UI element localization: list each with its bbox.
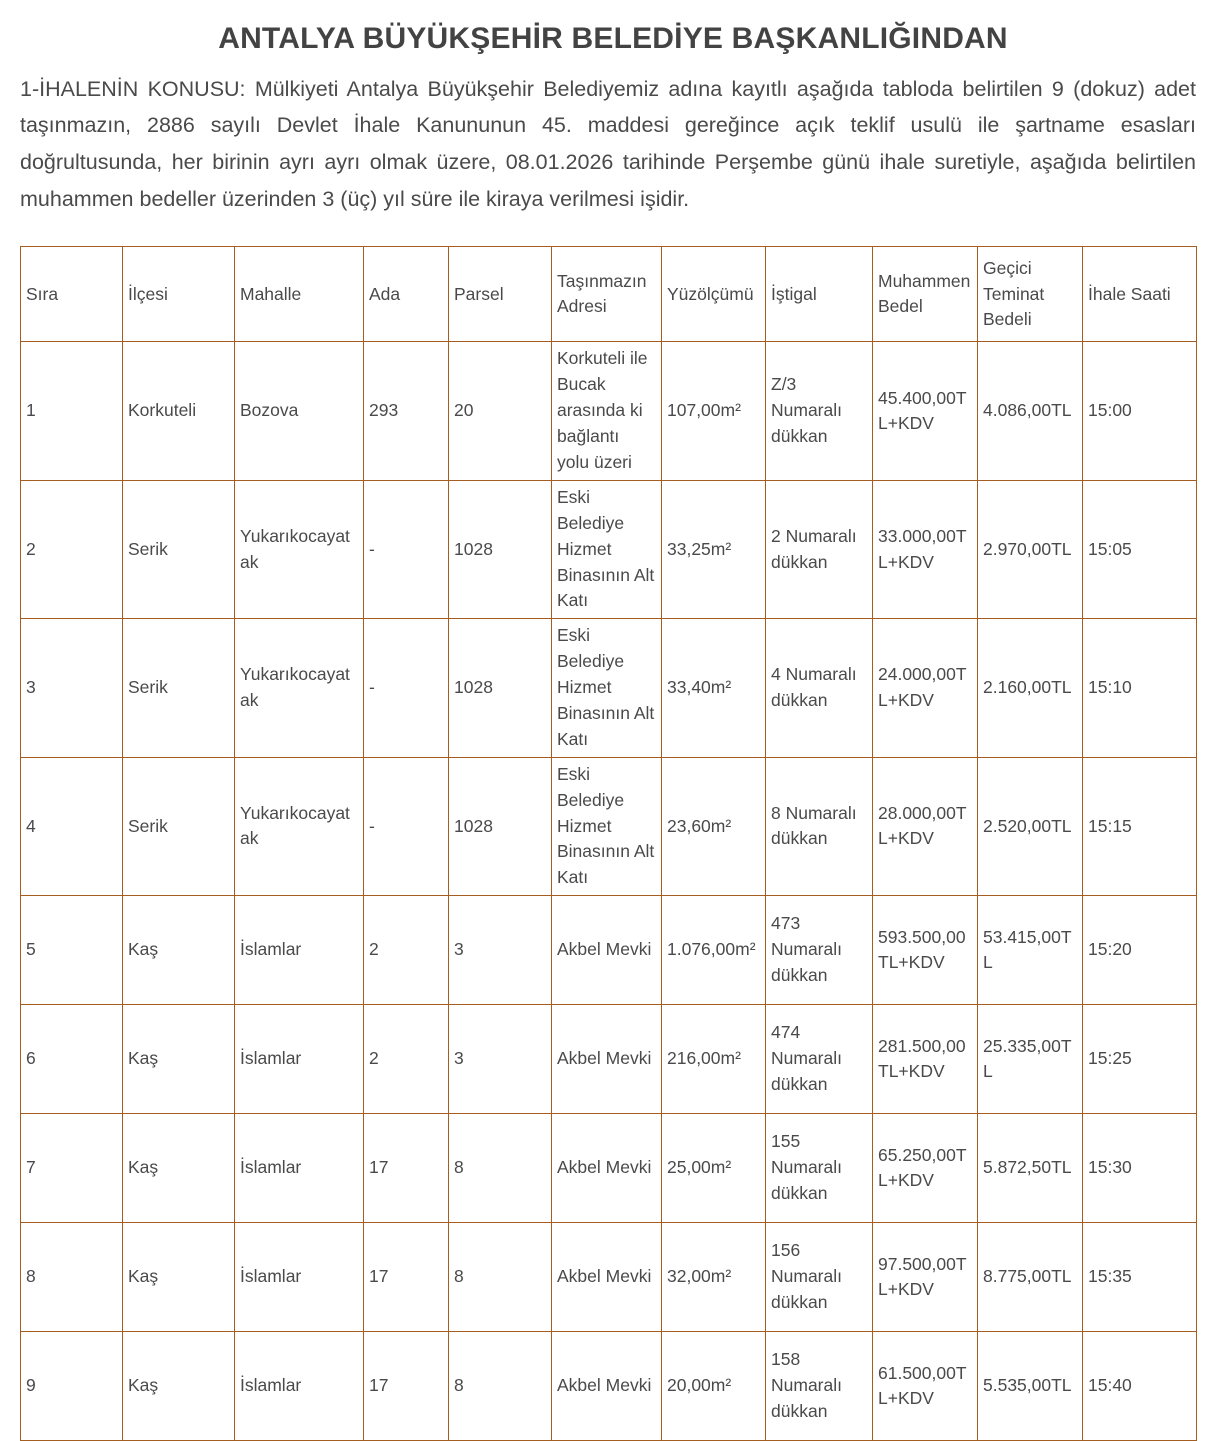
cell-yuzolcumu: 20,00m² xyxy=(662,1332,766,1441)
cell-adres: Eski Belediye Hizmet Binasının Alt Katı xyxy=(552,757,662,895)
column-header-yuzolcumu: Yüzölçümü xyxy=(662,247,766,342)
cell-ihale-saati: 15:40 xyxy=(1083,1332,1197,1441)
cell-ada: - xyxy=(364,480,449,618)
column-header-teminat: Geçici Teminat Bedeli xyxy=(978,247,1083,342)
cell-ada: 2 xyxy=(364,896,449,1005)
table-row xyxy=(21,757,1197,895)
cell-parsel: 3 xyxy=(449,1005,552,1114)
notice-table-container xyxy=(0,218,1226,1441)
properties-table xyxy=(20,246,1197,1441)
cell-mahalle: Yukarıkocayatak xyxy=(235,619,364,757)
cell-mahalle: İslamlar xyxy=(235,1114,364,1223)
cell-yuzolcumu: 23,60m² xyxy=(662,757,766,895)
table-row xyxy=(21,1005,1197,1114)
cell-yuzolcumu: 216,00m² xyxy=(662,1005,766,1114)
cell-ihale-saati: 15:25 xyxy=(1083,1005,1197,1114)
cell-parsel: 8 xyxy=(449,1114,552,1223)
table-header-row xyxy=(21,247,1197,342)
cell-yuzolcumu: 33,40m² xyxy=(662,619,766,757)
cell-teminat: 5.872,50TL xyxy=(978,1114,1083,1223)
cell-ihale-saati: 15:05 xyxy=(1083,480,1197,618)
cell-teminat: 2.160,00TL xyxy=(978,619,1083,757)
cell-yuzolcumu: 107,00m² xyxy=(662,342,766,480)
cell-sira: 6 xyxy=(21,1005,123,1114)
cell-ada: 2 xyxy=(364,1005,449,1114)
cell-sira: 8 xyxy=(21,1223,123,1332)
cell-istigal: 156 Numaralı dükkan xyxy=(766,1223,873,1332)
cell-muhammen: 281.500,00TL+KDV xyxy=(873,1005,978,1114)
cell-teminat: 5.535,00TL xyxy=(978,1332,1083,1441)
cell-adres: Korkuteli ile Bucak arasında ki bağlantı yolu üzeri xyxy=(552,342,662,480)
cell-muhammen: 97.500,00TL+KDV xyxy=(873,1223,978,1332)
cell-parsel: 8 xyxy=(449,1223,552,1332)
cell-ihale-saati: 15:10 xyxy=(1083,619,1197,757)
cell-istigal: 2 Numaralı dükkan xyxy=(766,480,873,618)
table-row xyxy=(21,1332,1197,1441)
column-header-ilcesi: İlçesi xyxy=(123,247,235,342)
table-row xyxy=(21,342,1197,480)
cell-teminat: 53.415,00TL xyxy=(978,896,1083,1005)
column-header-istigal: İştigal xyxy=(766,247,873,342)
cell-ilcesi: Serik xyxy=(123,757,235,895)
cell-istigal: 4 Numaralı dükkan xyxy=(766,619,873,757)
cell-mahalle: Yukarıkocayatak xyxy=(235,480,364,618)
cell-ada: - xyxy=(364,757,449,895)
column-header-ada: Ada xyxy=(364,247,449,342)
cell-yuzolcumu: 25,00m² xyxy=(662,1114,766,1223)
cell-ilcesi: Korkuteli xyxy=(123,342,235,480)
column-header-parsel: Parsel xyxy=(449,247,552,342)
cell-sira: 4 xyxy=(21,757,123,895)
table-body xyxy=(21,342,1197,1441)
table-row xyxy=(21,1114,1197,1223)
cell-ada: 17 xyxy=(364,1332,449,1441)
cell-parsel: 1028 xyxy=(449,480,552,618)
cell-mahalle: Yukarıkocayatak xyxy=(235,757,364,895)
cell-adres: Eski Belediye Hizmet Binasının Alt Katı xyxy=(552,480,662,618)
cell-sira: 7 xyxy=(21,1114,123,1223)
cell-ihale-saati: 15:00 xyxy=(1083,342,1197,480)
cell-adres: Eski Belediye Hizmet Binasının Alt Katı xyxy=(552,619,662,757)
cell-yuzolcumu: 33,25m² xyxy=(662,480,766,618)
cell-parsel: 20 xyxy=(449,342,552,480)
table-row xyxy=(21,480,1197,618)
cell-muhammen: 593.500,00TL+KDV xyxy=(873,896,978,1005)
cell-mahalle: İslamlar xyxy=(235,896,364,1005)
cell-adres: Akbel Mevki xyxy=(552,1005,662,1114)
cell-mahalle: İslamlar xyxy=(235,1005,364,1114)
cell-teminat: 2.970,00TL xyxy=(978,480,1083,618)
cell-teminat: 2.520,00TL xyxy=(978,757,1083,895)
cell-ada: - xyxy=(364,619,449,757)
cell-ihale-saati: 15:15 xyxy=(1083,757,1197,895)
cell-istigal: Z/3 Numaralı dükkan xyxy=(766,342,873,480)
cell-muhammen: 65.250,00TL+KDV xyxy=(873,1114,978,1223)
table-row xyxy=(21,619,1197,757)
cell-muhammen: 24.000,00TL+KDV xyxy=(873,619,978,757)
cell-ada: 17 xyxy=(364,1114,449,1223)
cell-teminat: 4.086,00TL xyxy=(978,342,1083,480)
cell-ilcesi: Serik xyxy=(123,619,235,757)
table-row xyxy=(21,1223,1197,1332)
cell-sira: 9 xyxy=(21,1332,123,1441)
column-header-muhammen: Muhammen Bedel xyxy=(873,247,978,342)
table-header xyxy=(21,247,1197,342)
cell-ilcesi: Kaş xyxy=(123,896,235,1005)
column-header-mahalle: Mahalle xyxy=(235,247,364,342)
page-title: ANTALYA BÜYÜKŞEHİR BELEDİYE BAŞKANLIĞINDAN xyxy=(218,22,1008,55)
cell-ilcesi: Serik xyxy=(123,480,235,618)
cell-sira: 3 xyxy=(21,619,123,757)
cell-ilcesi: Kaş xyxy=(123,1332,235,1441)
cell-sira: 1 xyxy=(21,342,123,480)
cell-ihale-saati: 15:30 xyxy=(1083,1114,1197,1223)
cell-istigal: 8 Numaralı dükkan xyxy=(766,757,873,895)
column-header-sira: Sıra xyxy=(21,247,123,342)
table-row xyxy=(21,896,1197,1005)
intro-paragraph: 1-İHALENİN KONUSU: Mülkiyeti Antalya Büyükşehir Belediyemiz adına kayıtlı aşağıda tabloda belirtilen 9 (dokuz) adet taşınmazın, 2886 sayılı Devlet İhale Kanununun 45. maddesi gereğince açık teklif usulü ile şartname esasları doğrultusunda, her birinin ayrı ayrı olmak üzere, 08.01.2026 tarihinde Perşembe günü ihale suretiyle, aşağıda belirtilen muhammen bedeller üzerinden 3 (üç) yıl süre ile kiraya verilmesi işidir. xyxy=(20,76,1196,212)
cell-sira: 5 xyxy=(21,896,123,1005)
cell-istigal: 474 Numaralı dükkan xyxy=(766,1005,873,1114)
cell-muhammen: 33.000,00TL+KDV xyxy=(873,480,978,618)
cell-muhammen: 28.000,00TL+KDV xyxy=(873,757,978,895)
cell-ilcesi: Kaş xyxy=(123,1114,235,1223)
cell-parsel: 8 xyxy=(449,1332,552,1441)
cell-parsel: 1028 xyxy=(449,757,552,895)
cell-ihale-saati: 15:35 xyxy=(1083,1223,1197,1332)
cell-mahalle: İslamlar xyxy=(235,1332,364,1441)
cell-istigal: 158 Numaralı dükkan xyxy=(766,1332,873,1441)
cell-parsel: 1028 xyxy=(449,619,552,757)
cell-mahalle: İslamlar xyxy=(235,1223,364,1332)
cell-muhammen: 45.400,00TL+KDV xyxy=(873,342,978,480)
cell-yuzolcumu: 1.076,00m² xyxy=(662,896,766,1005)
cell-sira: 2 xyxy=(21,480,123,618)
cell-teminat: 8.775,00TL xyxy=(978,1223,1083,1332)
column-header-adres: Taşınmazın Adresi xyxy=(552,247,662,342)
cell-ihale-saati: 15:20 xyxy=(1083,896,1197,1005)
cell-adres: Akbel Mevki xyxy=(552,1223,662,1332)
cell-adres: Akbel Mevki xyxy=(552,1332,662,1441)
cell-istigal: 473 Numaralı dükkan xyxy=(766,896,873,1005)
cell-ada: 17 xyxy=(364,1223,449,1332)
cell-muhammen: 61.500,00TL+KDV xyxy=(873,1332,978,1441)
cell-teminat: 25.335,00TL xyxy=(978,1005,1083,1114)
cell-parsel: 3 xyxy=(449,896,552,1005)
cell-adres: Akbel Mevki xyxy=(552,1114,662,1223)
column-header-ihale-saati: İhale Saati xyxy=(1083,247,1197,342)
cell-adres: Akbel Mevki xyxy=(552,896,662,1005)
cell-ilcesi: Kaş xyxy=(123,1223,235,1332)
cell-yuzolcumu: 32,00m² xyxy=(662,1223,766,1332)
cell-ada: 293 xyxy=(364,342,449,480)
cell-istigal: 155 Numaralı dükkan xyxy=(766,1114,873,1223)
cell-ilcesi: Kaş xyxy=(123,1005,235,1114)
cell-mahalle: Bozova xyxy=(235,342,364,480)
